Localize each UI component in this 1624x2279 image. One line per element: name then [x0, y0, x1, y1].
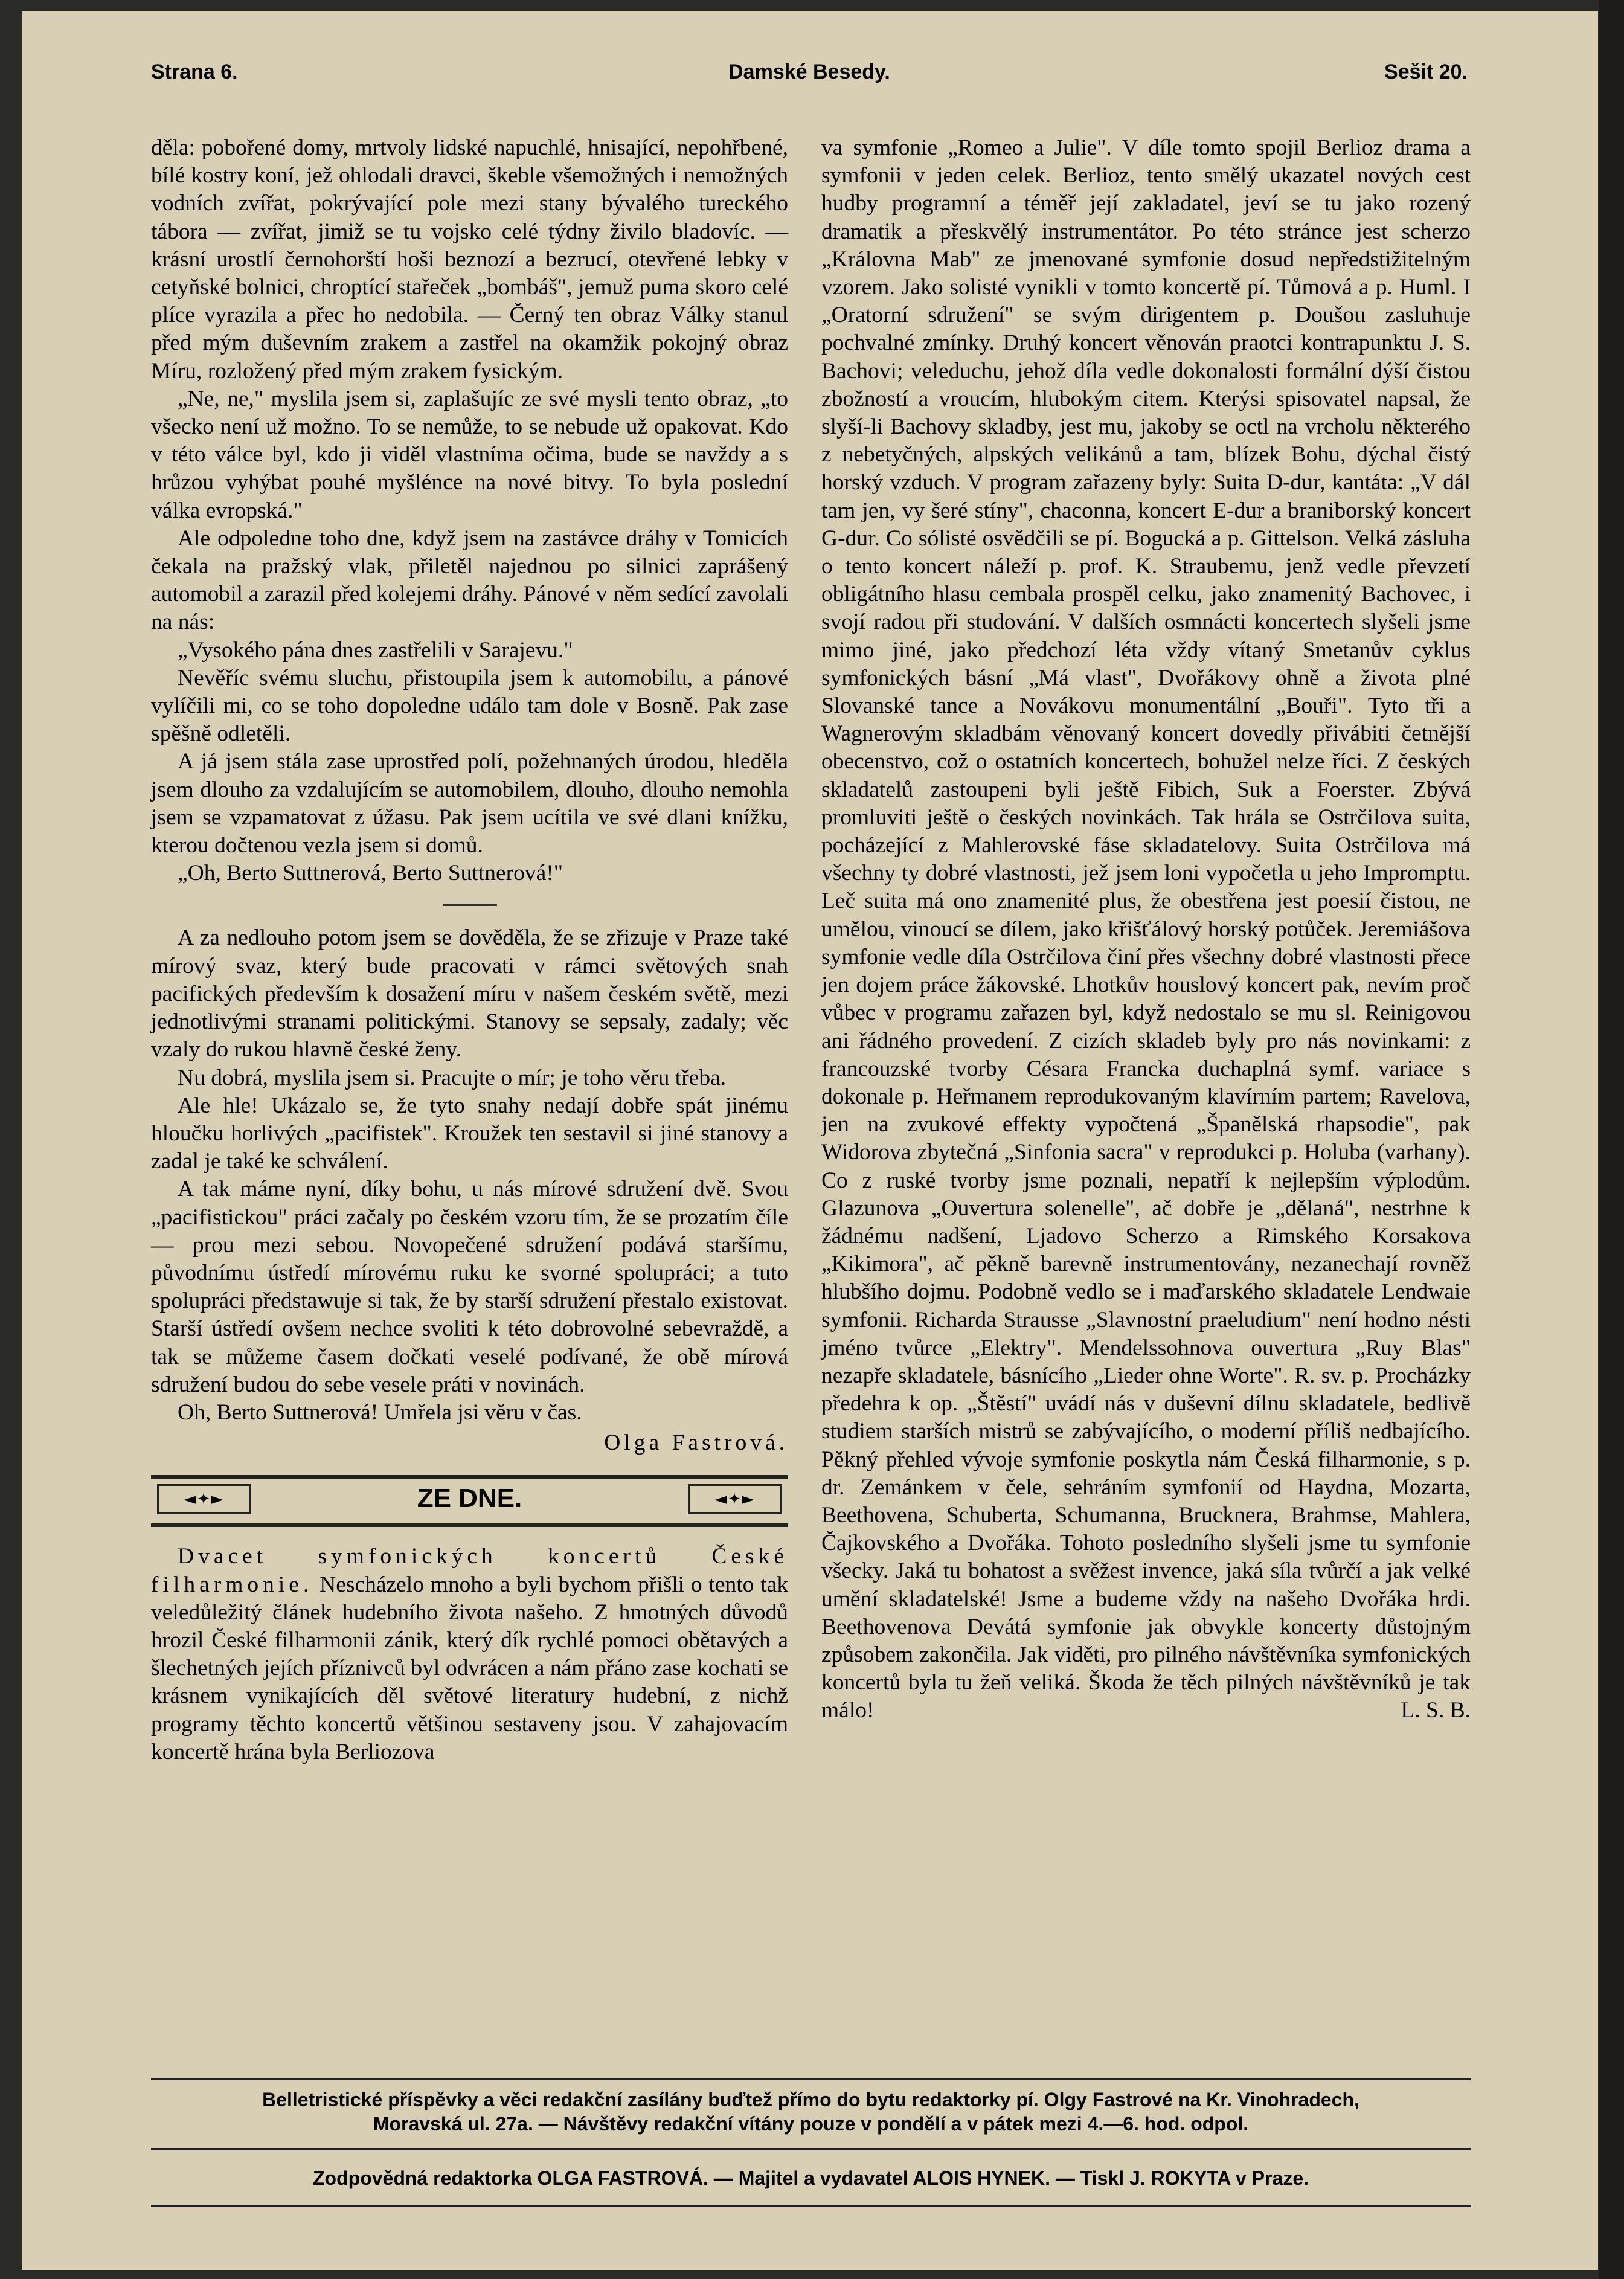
editorial-notice-line: Moravská ul. 27a. — Návštěvy redakční vítány pouze v pondělí a v pátek mezi 4.—6. hod. odpol.	[373, 2113, 1249, 2135]
separator-rule	[443, 904, 497, 906]
paragraph: Ale hle! Ukázalo se, že tyto snahy nedají dobře spát jinému hloučku horlivých „pacifistek". Kroužek ten sestavil si jiné stanovy a zadal je také ke schválení.	[151, 1093, 788, 1174]
imprint: Zodpovědná redaktorka OLGA FASTROVÁ. — Majitel a vydavatel ALOIS HYNEK. — Tiskl J. ROKYTA v Praze.	[313, 2167, 1309, 2189]
paragraph: A za nedlouho potom jsem se dověděla, že se zřizuje v Praze také mírový svaz, který bude pracovati v rámci světových snah pacifických především k dosažení míru v našem českém světě, mezi jednotlivými stranami politickými. Stanovy se sepsaly, zadaly; věc vzaly do rukou hlavně české ženy.	[151, 925, 788, 1062]
section-title: ZE DNE.	[417, 1483, 522, 1514]
page-edge-shadow	[1599, 0, 1624, 2279]
paragraph: A já jsem stála zase uprostřed polí, požehnaných úrodou, hleděla jsem dlouho za vzdalujícím se automobilem, dlouho, dlouho nemohla jsem se vzpamatovat z úžasu. Pak jsem ucítila ve své dlani knížku, kterou dočtenou vezla jsem si domů.	[151, 749, 788, 858]
paragraph: Oh, Berto Suttnerová! Umřela jsi věru v čas.	[178, 1400, 582, 1425]
paragraph	[821, 134, 1471, 1725]
issue-number: Sešit 20.	[1384, 60, 1468, 83]
ornament-icon: ◄✦►	[157, 1484, 251, 1514]
paragraph	[151, 1543, 788, 1766]
article-text: Nescházelo mnoho a byli bychom přišli o tento tak veledůležitý článek hudebního života našeho. Z hmotných důvodů hrozil České filharmonii zánik, který dík rychlé pomoci obětavých a šlechetných jejích příznivců byl odvrácen a nám přáno zase kochati se krásnem vynikajících děl světové literatury hudební, z nichž programy těchto koncertů většinou sestaveny jsou. V zahajovacím koncertě hrána byla Berliozova	[151, 1572, 788, 1764]
paragraph: Nevěříc svému sluchu, přistoupila jsem k automobilu, a pánové vylíčili mi, co se toho dopoledne událo tam dole v Bosně. Pak zase spěšně odletěli.	[151, 665, 788, 747]
magazine-title: Damské Besedy.	[728, 60, 890, 83]
footer-rule	[151, 2205, 1471, 2207]
page-number: Strana 6.	[151, 60, 238, 83]
left-column	[151, 134, 788, 1766]
author-initials: L. S. B.	[1401, 1698, 1471, 1723]
paragraph: „Vysokého pána dnes zastřelili v Sarajevu."	[178, 637, 573, 663]
right-column	[821, 134, 1471, 1725]
author-signature: Olga Fastrová.	[604, 1430, 788, 1456]
page-header	[151, 60, 1468, 103]
article-lead: Dvacet symfonických koncertů České filharmonie.	[151, 1544, 788, 1597]
paragraph: Ale odpoledne toho dne, když jsem na zastávce dráhy v Tomicích čekala na pražský vlak, přiletěl najednou po silnici zaprášený automobil a zarazil před kolejemi dráhy. Pánové v něm sedící zavolali na nás:	[151, 526, 788, 635]
editorial-notice-line: Belletristické příspěvky a věci redakční zasílány buďtež přímo do bytu redaktorky pí. Olgy Fastrové na Kr. Vinohradech,	[262, 2089, 1359, 2110]
editorial-notice	[151, 2088, 1471, 2136]
footer-rule	[151, 2078, 1471, 2080]
paragraph: „Ne, ne," myslila jsem si, zaplašujíc ze své mysli tento obraz, „to všecko není už možno. To se nemůže, to se nebude už opakovat. Kdo v této válce byl, kdo ji viděl vlastníma očima, bude se navždy a s hrůzou vyhýbat pouhé myšlénce na nové bitvy. To byla poslední válka evropská."	[151, 386, 788, 523]
ornament-icon: ◄✦►	[688, 1484, 782, 1514]
footer-rule	[151, 2148, 1471, 2150]
article-text: va symfonie „Romeo a Julie". V díle tomto spojil Berlioz drama a symfonii v jeden celek. Berlioz, tento smělý ukazatel nových cest hudby programní a téměř její zakladatel, jeví se tu jako rozený dramatik a přeskvělý instrumentátor. Po této stránce jest scherzo „Královna Mab" ze jmenované symfonie dosud nepředstižitelným vzorem. Jako solisté vynikli v tomto koncertě pí. Tůmová a p. Huml. I „Oratorní sdružení" se svým dirigentem p. Doušou zasluhuje pochvalné zmínky. Druhý koncert věnován praotci kontrapunktu J. S. Bachovi; veleduchu, jehož díla vedle dokonalosti formální dýší čistou zbožností a vroucím, hlubokým citem. Kterýsi spisovatel napsal, že slyší-li Bachovy skladby, jest mu, jakoby se octl na vrcholu některého z nebetyčných, alpských velikánů a tam, blízek Bohu, dýchal čistý horský vzduch. V program zařazeny byly: Suita D-dur, kantáta: „V dál tam jen, vy šeré stíny", chaconna, koncert E-dur a braniborský koncert G-dur. Co sólisté osvědčili se pí. Bogucká a p. Gittelson. Velká zásluha o tento koncert náleží p. prof. K. Straubemu, jenž vedle převzetí obligátního hlasu cembala prospěl celku, jako znamenitý Bachovec, i svojí radou při studování. V dalších osmnácti koncertech slyšeli jsme mimo jiné, jako předchozí léta vždy vítaný Smetanův cyklus symfonických básní „Má vlast", Dvořákovy ohně a života plné Slovanské tance a Novákovu monumentální „Bouři". Tyto tři a Wagnerovým skladbám věnovaný koncert dovedly přivábiti četnější obecenstvo, což o ostatních koncertech, bohužel nelze říci. Z českých skladatelů zastoupeni byli ještě Fibich, Suk a Foerster. Zbývá promluviti ještě o českých novinkách. Tak hrála se Ostrčilova suita, pocházející z Mahlerovské fáse skladatelovy. Suita Ostrčilova má všechny ty dobré vlastnosti, jež jsem loni vypočetla u jeho Impromptu. Leč suita má ono znamenité plus, že obestřena jest poesií čistou, ne umělou, vinoucí se dílem, jako křišťálový horský potůček. Jeremiášova symfonie vedle díla Ostrčilova činí přes všechny dobré vlastnosti přece jen dojem práce žákovské. Lhotkův houslový koncert pak, nevím proč vůbec v programu zařazen byl, když nedostalo se mu sl. Reinigovou ani řádného provedení. Z cizích skladeb byly pro nás novinkami: z francouzské tvorby Césara Francka duchaplná symf. variace s dokonale p. Heřmanem reprodukovaným klavírním partem; Ravelova, jen na zvukové effekty vypočtená „Španělská rhapsodie", pak Widorova zbytečná „Sinfonia sacra" v reprodukci p. Holuba (varhany). Co z ruské tvorby jsme poznali, nepatří k nejlepším výplodům. Glazunova „Ouvertura solenelle", ač dobře je „dělaná", nestrhne k žádnému nadšení, Ljadovo Scherzo a Rimského Korsakova „Kikimora", ač pěkně barevně instrumentovány, nezanechají rovněž hlubšího dojmu. Podobně vedlo se i maďarského skladatele Lendwaie symfonii. Richarda Strausse „Slavnostní praeludium" není hodno nésti jméno tvůrce „Elektry". Mendelssohnova ouvertura „Ruy Blas" nezapře skladatele, básnícího „Lieder ohne Worte". R. sv. p. Procházky předehra k op. „Štěstí" uvádí nás v duševní dílnu skladatele, bedlivě studiem starších mistrů se zabývajícího, o moderní příliš nedbajícího. Pěkný přehled vývoje symfonie poskytla nám Česká filharmonie, s p. dr. Zemánkem v čele, sehráním symfonií od Haydna, Mozarta, Beethovena, Schuberta, Schumanna, Brucknera, Brahmse, Mahlera, Čajkovského a Dvořáka. Tohoto posledního slyšeli jsme tu symfonie všecky. Jaká tu bohatost a svěžest invence, jaká síla tvůrčí a jak velké umění skladatelské! Jsme a budeme vždy na našeho Dvořáka hrdi. Beethovenova Devátá symfonie jak obvykle koncerty důstojným způsobem zakončila. Jak viděti, pro pilného návštěvníka symfonických koncertů byla tu žeň veliká. Škoda že těch pilných návštěvníků je tak málo!	[821, 135, 1471, 1723]
section-header	[151, 1475, 788, 1527]
paragraph: A tak máme nyní, díky bohu, u nás mírové sdružení dvě. Svou „pacifistickou" práci začaly po českém vzoru tím, že se prozatím číle — prou mezi sebou. Novopečené sdružení podává staršímu, původnímu ústředí mírovému ruku ke svorné spolupráci; a tuto spolupráci předstawuje si tak, že by starší sdružení přestalo existovat. Starší ústředí ovšem nechce svoliti k této dobrovolné sebevraždě, a tak se můžeme časem dočkati veselé podívané, že obě mírová sdružení budou do sebe vesele práti v novinách.	[151, 1177, 788, 1397]
paragraph: „Oh, Berto Suttnerová, Berto Suttnerová!"	[178, 861, 563, 886]
paragraph: děla: pobořené domy, mrtvoly lidské napuchlé, hnisající, nepohřbené, bílé kostry koní, jež ohlodali dravci, škeble všemožných i nemožných vodních zvířat, pokrývající pole mezi stany bývalého tureckého tábora — zvířat, jimiž se tu vojsko celé týdny živilo bladovíc. — krásní urostlí černohorští hoši beznozí a bezrucí, otevřené lebky v cetyňské bolnici, chroptící stařeček „bombáš", jemuž puma skoro celé plíce vyrazila a přec ho nedobila. — Černý ten obraz Války stanul před mým duševním zrakem a zastřel na okamžik pokojný obraz Míru, rozložený před mým zrakem fysickým.	[151, 135, 788, 384]
paragraph: Nu dobrá, myslila jsem si. Pracujte o mír; je toho věru třeba.	[178, 1065, 727, 1090]
